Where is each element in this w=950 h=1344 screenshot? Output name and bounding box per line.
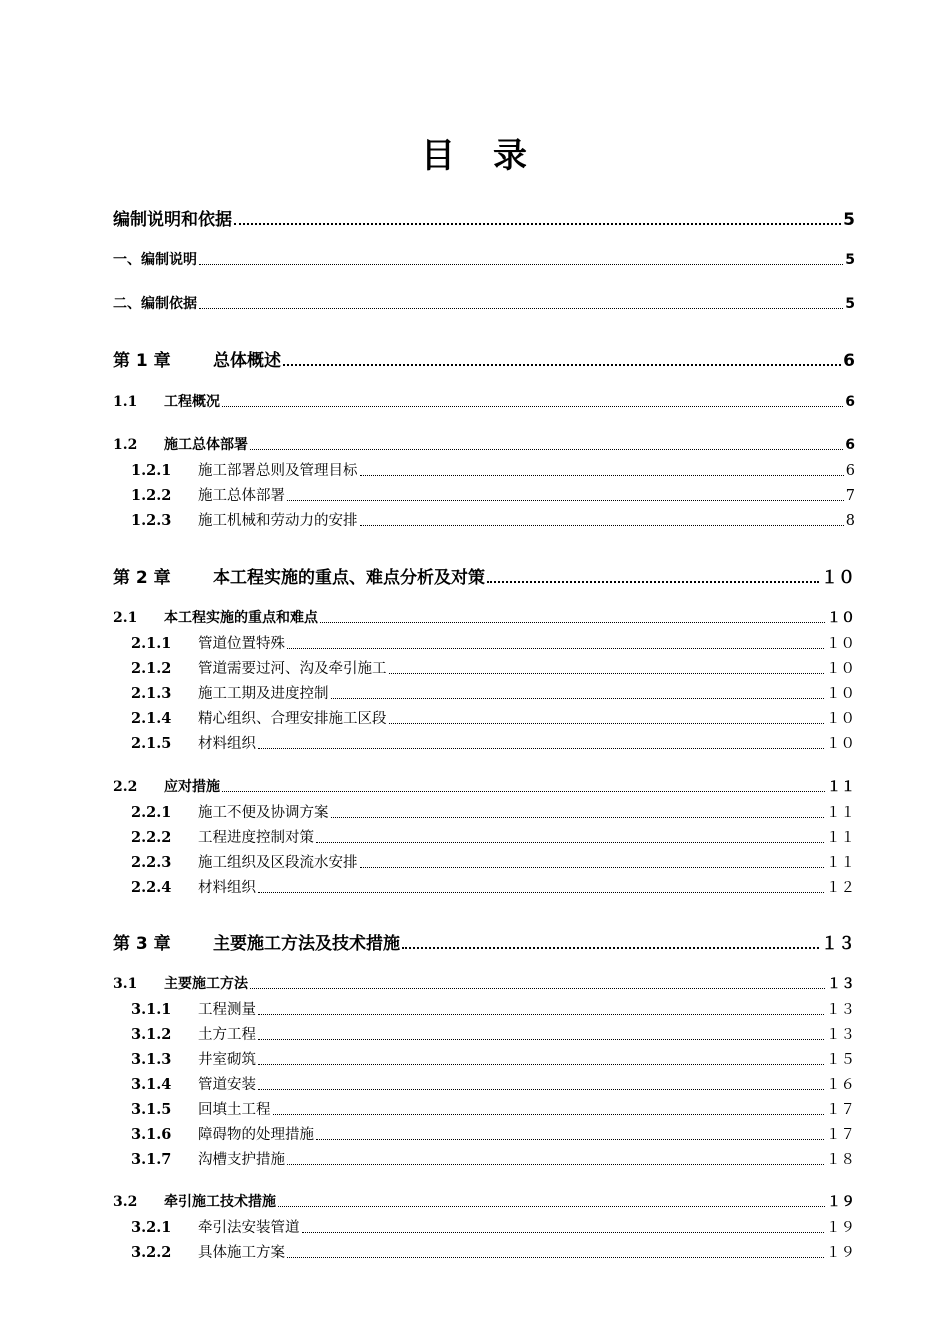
toc-entry[interactable]	[131, 732, 855, 753]
toc-entry[interactable]	[113, 346, 855, 371]
dot-leader	[320, 622, 825, 623]
toc-entry-title: 施工组织及区段流水安排	[198, 855, 358, 871]
toc-entry-number: 3.1.2	[131, 1026, 172, 1043]
toc-entry-number: 2.2.2	[131, 829, 172, 846]
toc-entry-number: 1.2.2	[131, 487, 172, 504]
toc-entry-page-number: １０	[826, 711, 855, 727]
dot-leader	[287, 648, 824, 649]
toc-entry-title: 施工总体部署	[164, 437, 248, 453]
dot-leader	[258, 1089, 824, 1090]
toc-entry-number: 2.1.3	[131, 685, 172, 702]
toc-entry-page-number: 5	[843, 210, 855, 230]
toc-entry[interactable]	[131, 801, 855, 822]
toc-entry-title: 工程进度控制对策	[198, 830, 314, 846]
toc-entry[interactable]	[131, 509, 855, 530]
toc-entry-number: 2.1.1	[131, 635, 172, 652]
toc-entry-title: 应对措施	[164, 779, 220, 795]
toc-entry-page-number: １３	[826, 1002, 855, 1018]
dot-leader	[258, 748, 824, 749]
toc-entry-page-number: １５	[826, 1052, 855, 1068]
toc-entry-title: 管道需要过河、沟及牵引施工	[198, 661, 387, 677]
toc-entry[interactable]	[131, 1073, 855, 1094]
dot-leader	[258, 1064, 824, 1065]
toc-entry-number: 3.1.4	[131, 1076, 172, 1093]
toc-entry-title: 精心组织、合理安排施工区段	[198, 711, 387, 727]
toc-entry-number: 3.1.3	[131, 1051, 172, 1068]
toc-entry-number: 第 3 章	[113, 934, 171, 954]
toc-entry-title: 本工程实施的重点和难点	[164, 610, 318, 626]
toc-entry-title: 材料组织	[198, 880, 256, 896]
toc-entry-title: 管道位置特殊	[198, 636, 285, 652]
toc-entry-page-number: 6	[845, 437, 855, 453]
toc-entry-page-number: １９	[827, 1194, 855, 1210]
toc-entry[interactable]	[113, 973, 855, 993]
dot-leader	[199, 308, 843, 309]
toc-entry-page-number: １０	[827, 610, 855, 626]
toc-entry-page-number: １０	[826, 686, 855, 702]
toc-entry-number: 第 2 章	[113, 568, 171, 588]
toc-entry-number: 3.1	[113, 976, 138, 992]
toc-entry-title: 主要施工方法及技术措施	[213, 934, 400, 954]
toc-entry-page-number: １１	[826, 805, 855, 821]
toc-entry-page-number: １２	[826, 880, 855, 896]
toc-entry-number: 1.1	[113, 394, 138, 410]
toc-entry[interactable]	[113, 776, 855, 796]
toc-entry-page-number: 6	[845, 394, 855, 410]
toc-entry-title: 具体施工方案	[198, 1245, 285, 1261]
toc-entry-number: 1.2.1	[131, 462, 172, 479]
toc-entry-number: 2.2.3	[131, 854, 172, 871]
toc-entry[interactable]	[131, 682, 855, 703]
toc-entry[interactable]	[131, 998, 855, 1019]
toc-entry-title: 施工总体部署	[198, 488, 285, 504]
toc-entry-page-number: 5	[845, 296, 855, 312]
toc-entry[interactable]	[131, 1241, 855, 1262]
dot-leader	[258, 1014, 824, 1015]
dot-leader	[360, 525, 844, 526]
toc-entry-page-number: 7	[845, 488, 855, 504]
toc-entry[interactable]	[113, 391, 855, 411]
toc-entry[interactable]	[131, 1098, 855, 1119]
toc-entry-page-number: １０	[826, 661, 855, 677]
dot-leader	[273, 1114, 825, 1115]
toc-entry-page-number: １８	[826, 1152, 855, 1168]
dot-leader	[389, 673, 825, 674]
dot-leader	[250, 449, 843, 450]
toc-entry[interactable]	[113, 563, 855, 588]
dot-leader	[250, 988, 825, 989]
toc-entry-number: 3.1.6	[131, 1126, 172, 1143]
dot-leader	[360, 475, 844, 476]
dot-leader	[222, 791, 825, 792]
toc-entry[interactable]	[131, 484, 855, 505]
toc-entry[interactable]	[113, 293, 855, 313]
toc-entry[interactable]	[113, 1191, 855, 1211]
toc-entry-title: 总体概述	[213, 351, 281, 371]
toc-entry-title: 二、编制依据	[113, 296, 197, 312]
toc-entry[interactable]	[113, 929, 855, 954]
toc-entry-page-number: 6	[843, 351, 855, 371]
dot-leader	[331, 817, 825, 818]
toc-entry-page-number: １６	[826, 1077, 855, 1093]
toc-entry-title: 编制说明和依据	[113, 210, 232, 230]
dot-leader	[287, 1164, 824, 1165]
toc-entry[interactable]	[131, 1023, 855, 1044]
toc-entry-number: 3.1.1	[131, 1001, 172, 1018]
toc-entry-number: 3.2	[113, 1194, 138, 1210]
dot-leader	[234, 223, 841, 225]
toc-entry-page-number: １９	[826, 1245, 855, 1261]
dot-leader	[222, 406, 843, 407]
toc-entry-number: 2.1	[113, 610, 138, 626]
toc-entry-title: 障碍物的处理措施	[198, 1127, 314, 1143]
toc-entry[interactable]	[113, 607, 855, 627]
toc-entry-title: 施工工期及进度控制	[198, 686, 329, 702]
dot-leader	[258, 1039, 824, 1040]
toc-entry-page-number: 5	[845, 252, 855, 268]
toc-entry-title: 一、编制说明	[113, 252, 197, 268]
toc-entry-page-number: １３	[826, 1027, 855, 1043]
toc-entry-number: 1.2.3	[131, 512, 172, 529]
dot-leader	[487, 581, 819, 583]
toc-entry-number: 2.2	[113, 779, 138, 795]
toc-entry-number: 2.1.5	[131, 735, 172, 752]
toc-entry-page-number: １１	[826, 830, 855, 846]
toc-entry-number: 2.2.1	[131, 804, 172, 821]
toc-entry-page-number: １７	[826, 1102, 855, 1118]
dot-leader	[287, 500, 844, 501]
toc-entry-title: 施工部署总则及管理目标	[198, 463, 358, 479]
toc-entry-number: 3.2.1	[131, 1219, 172, 1236]
toc-entry-page-number: １７	[826, 1127, 855, 1143]
toc-entry[interactable]	[113, 205, 855, 230]
page-title: 目 录	[421, 136, 529, 176]
dot-leader	[389, 723, 825, 724]
toc-entry-title: 施工不便及协调方案	[198, 805, 329, 821]
toc-entry-title: 材料组织	[198, 736, 256, 752]
dot-leader	[360, 867, 825, 868]
toc-entry-title: 主要施工方法	[164, 976, 248, 992]
toc-entry-page-number: １３	[821, 934, 855, 954]
dot-leader	[199, 264, 843, 265]
toc-entry-title: 井室砌筑	[198, 1052, 256, 1068]
toc-entry-number: 第 1 章	[113, 351, 171, 371]
toc-entry-page-number: 6	[845, 463, 855, 479]
toc-entry-title: 沟槽支护措施	[198, 1152, 285, 1168]
toc-entry[interactable]	[113, 434, 855, 454]
toc-entry[interactable]	[131, 707, 855, 728]
toc-entry-title: 本工程实施的重点、难点分析及对策	[213, 568, 485, 588]
dot-leader	[331, 698, 825, 699]
toc-entry-number: 1.2	[113, 437, 138, 453]
dot-leader	[302, 1232, 825, 1233]
dot-leader	[402, 947, 819, 949]
toc-entry-title: 管道安装	[198, 1077, 256, 1093]
toc-entry-page-number: １９	[826, 1220, 855, 1236]
toc-entry-title: 牵引施工技术措施	[164, 1194, 276, 1210]
dot-leader	[287, 1257, 824, 1258]
toc-entry[interactable]	[131, 826, 855, 847]
toc-entry[interactable]	[131, 1148, 855, 1169]
dot-leader	[258, 892, 824, 893]
dot-leader	[278, 1206, 825, 1207]
toc-entry-title: 回填土工程	[198, 1102, 271, 1118]
toc-entry-number: 3.1.7	[131, 1151, 172, 1168]
toc-entry-page-number: １１	[827, 779, 855, 795]
dot-leader	[316, 1139, 824, 1140]
toc-entry-page-number: １０	[826, 636, 855, 652]
toc-entry-page-number: １０	[821, 568, 855, 588]
toc-entry-number: 2.2.4	[131, 879, 172, 896]
toc-entry-number: 2.1.4	[131, 710, 172, 727]
toc-entry[interactable]	[131, 1123, 855, 1144]
toc-entry[interactable]	[131, 876, 855, 897]
toc-entry-title: 土方工程	[198, 1027, 256, 1043]
toc-entry-title: 工程测量	[198, 1002, 256, 1018]
toc-entry[interactable]	[113, 249, 855, 269]
toc-entry-page-number: １０	[826, 736, 855, 752]
toc-entry[interactable]	[131, 657, 855, 678]
toc-entry[interactable]	[131, 1216, 855, 1237]
toc-entry-number: 3.1.5	[131, 1101, 172, 1118]
toc-entry-page-number: １３	[827, 976, 855, 992]
toc-entry-title: 施工机械和劳动力的安排	[198, 513, 358, 529]
toc-entry[interactable]	[131, 459, 855, 480]
toc-entry-title: 工程概况	[164, 394, 220, 410]
toc-entry-page-number: 8	[845, 513, 855, 529]
dot-leader	[283, 364, 841, 366]
toc-entry-page-number: １１	[826, 855, 855, 871]
toc-entry[interactable]	[131, 851, 855, 872]
toc-entry[interactable]	[131, 632, 855, 653]
toc-entry-number: 3.2.2	[131, 1244, 172, 1261]
toc-entry-number: 2.1.2	[131, 660, 172, 677]
toc-entry-title: 牵引法安装管道	[198, 1220, 300, 1236]
dot-leader	[316, 842, 824, 843]
toc-entry[interactable]	[131, 1048, 855, 1069]
